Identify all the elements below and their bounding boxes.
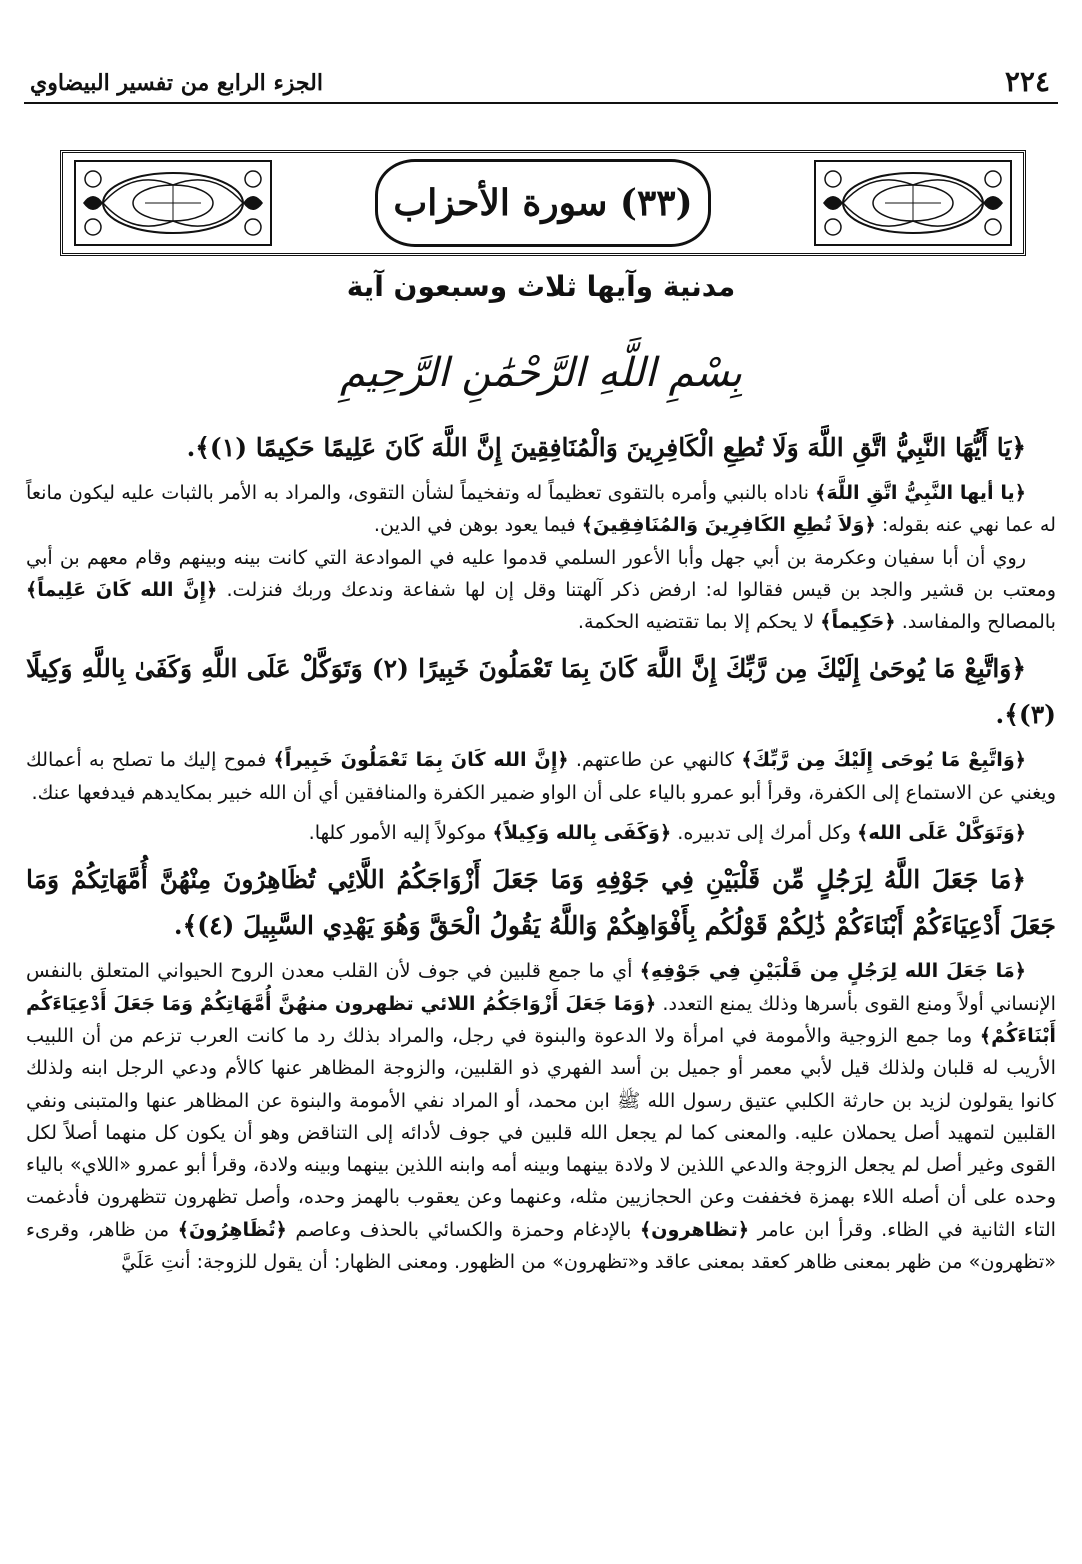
surah-title: (٣٣) سورة الأحزاب — [393, 182, 693, 224]
commentary-paragraph-3 — [26, 744, 1056, 809]
quoted-phrase: ﴿وَتَوَكَّلْ عَلَى الله﴾ — [857, 821, 1026, 845]
surah-subtitle: مدنية وآيها ثلاث وسبعون آية — [346, 270, 736, 303]
commentary-text: بالإدغام وحمزة والكسائي بالحذف وعاصم — [286, 1217, 640, 1241]
quran-verse-2: ﴿وَاتَّبِعْ مَا يُوحَىٰ إِلَيْكَ مِن رَّبِّكَ إِنَّ اللَّهَ كَانَ بِمَا تَعْمَلُونَ خَبِيرًا (٢) وَتَوَكَّلْ عَلَى اللَّهِ وَكَفَىٰ بِاللَّهِ وَكِيلًا (٣)﴾. — [26, 654, 1056, 730]
quoted-phrase: ﴿يا أيها النَّبِيُّ اتَّقِ اللَّهَ﴾ — [815, 481, 1026, 504]
commentary-body — [26, 425, 1056, 1278]
commentary-text: من ظاهر، وقرىء «تظهرون» من ظهر بمعنى ظاهر كعقد بمعنى عاقد و«تظهرون» من الظهور. ومعنى الظهار: أن يقول للزوجة: أنتِ عَلَيَّ — [26, 1217, 1056, 1274]
quran-verse-3: ﴿مَا جَعَلَ اللَّهُ لِرَجُلٍ مِّن قَلْبَيْنِ فِي جَوْفِهِ وَمَا جَعَلَ أَزْوَاجَكُمُ اللَّائِي تُظَاهِرُونَ مِنْهُنَّ أُمَّهَاتِكُمْ وَمَا جَعَلَ أَدْعِيَاءَكُمْ أَبْنَاءَكُمْ ذَٰلِكُمْ قَوْلُكُم بِأَفْوَاهِكُمْ وَاللَّهُ يَقُولُ الْحَقَّ وَهُوَ يَهْدِي السَّبِيلَ (٤)﴾. — [26, 865, 1056, 941]
quoted-phrase: ﴿وَمَا جَعَلَ أَزْوَاجَكُمُ اللائي تظهرون منهُنَّ أُمَّهَاتِكُمْ وَمَا جَعَلَ أَدْعِيَاءَكُم أَبْنَاءَكُمْ﴾ — [26, 991, 1056, 1047]
commentary-text: وكل أمرك إلى تدبيره. — [671, 821, 858, 845]
arabesque-ornament-icon — [813, 159, 1013, 247]
commentary-paragraph-2 — [26, 542, 1056, 639]
quoted-phrase: ﴿وَلاَ تُطِعِ الكَافِرِينَ وَالمُنَافِقِينَ﴾ — [581, 513, 876, 537]
quoted-phrase: ﴿وَكَفَى بِالله وَكِيلاً﴾ — [492, 821, 672, 845]
commentary-text: ناداه بالنبي وأمره بالتقوى تعظيماً له وتفخيماً لشأن التقوى، والمراد به الأمر بالثبات عليه ليكون مانعاً له عما نهي عنه بقوله: — [26, 481, 1056, 537]
running-title: الجزء الرابع من تفسير البيضاوي — [30, 70, 323, 96]
commentary-text: كالنهي عن طاعتهم. — [568, 748, 742, 772]
page-number: ٢٢٤ — [1004, 65, 1050, 98]
quoted-phrase: ﴿حَكِيماً﴾ — [820, 610, 896, 634]
surah-banner — [60, 150, 1026, 256]
commentary-text: أي ما جمع قلبين في جوف لأن القلب معدن الروح الحيواني المتعلق بالنفس الإنساني أولاً ومنع القوى بأسرها وذلك يمنع التعدد. — [26, 959, 1056, 1015]
basmala: بِسْمِ اللَّهِ الرَّحْمَٰنِ الرَّحِيمِ — [339, 350, 743, 396]
commentary-paragraph-5 — [26, 955, 1056, 1278]
commentary-text: روي أن أبا سفيان وعكرمة بن أبي جهل وأبا الأعور السلمي قدموا عليه في الموادعة التي كانت بينه وبينهم وقام معهم بن أبي ومعتب بن قشير والجد بن قيس فقالوا له: ارفض ذكر آلهتنا وقل إن لها شفاعة وندعك وربك فنزلت. — [26, 545, 1056, 601]
quoted-phrase: ﴿تُظَاهِرُونَ﴾ — [177, 1217, 287, 1241]
commentary-text: وما جمع الزوجية والأمومة في امرأة ولا الدعوة والبنوة في رجل، والمراد بذلك رد ما كانت العرب تزعم من أن اللبيب الأريب له قلبان ولذلك قيل لأبي معمر أو جميل بن أسد الفهري ذو القلبين، والزوجة المظاهر عنها كالأم ودعي الرجل ابنه ولذلك كانوا يقولون لزيد بن حارثة الكلبي عتيق رسول الله ﷺ ابن محمد، أو المراد نفي الأمومة والبنوة عن المظاهر عنها والمتبنى ونفي القلبين لتمهيد أصل يحملان عليه. والمعنى كما لم يجعل الله قلبين في جوف لأدائه إلى التناقض وهو أن يكون كل منهما أصلاً لكل القوى وغير أصل لم يجعل الزوجة والدعي اللذين لا ولادة بينهما وبينه أمه وابنه اللذين بينهما وبينه ولادة، وقرأ أبو عمرو «اللاي» بالياء وحده على أن أصله اللاء بهمزة فخففت وعن الحجازيين مثله، وعنهما وعن يعقوب بالهمز وحده، وأصل تظهرون تتظهرون فأدغمت التاء الثانية في الظاء. وقرأ ابن عامر — [26, 1023, 1057, 1241]
quoted-phrase: ﴿إِنَّ الله كَانَ عَلِيماً﴾ — [26, 577, 218, 601]
commentary-text: فيما يعود بوهن في الدين. — [373, 513, 582, 537]
quoted-phrase: ﴿تظاهرون﴾ — [639, 1217, 750, 1241]
commentary-text: لا يحكم إلا بما تقتضيه الحكمة. — [577, 610, 821, 634]
quran-verse-1: ﴿يَا أَيُّهَا النَّبِيُّ اتَّقِ اللَّهَ وَلَا تُطِعِ الْكَافِرِينَ وَالْمُنَافِقِينَ إِنَّ اللَّهَ كَانَ عَلِيمًا حَكِيمًا (١)﴾. — [186, 433, 1026, 462]
commentary-paragraph-4 — [26, 817, 1056, 849]
commentary-text: موكولاً إليه الأمور كلها. — [308, 821, 493, 845]
surah-title-frame — [375, 159, 711, 247]
quoted-phrase: ﴿مَا جَعَلَ الله لِرَجُلٍ مِن قَلْبَيْنِ فِي جَوْفِهِ﴾ — [639, 959, 1026, 983]
page-header — [24, 62, 1058, 104]
quoted-phrase: ﴿وَاتَّبِعْ مَا يُوحَى إِلَيْكَ مِن رَّبِّكَ﴾ — [741, 748, 1027, 772]
commentary-text: بالمصالح والمفاسد. — [895, 610, 1056, 634]
arabesque-ornament-icon — [73, 159, 273, 247]
commentary-paragraph-1 — [26, 477, 1056, 542]
quoted-phrase: ﴿إِنَّ الله كَانَ بِمَا تَعْمَلُونَ خَبِيراً﴾ — [273, 748, 569, 772]
commentary-text: فموح إليك ما تصلح به أعمالك ويغني عن الاستماع إلى الكفرة، وقرأ أبو عمرو بالياء على أن الواو ضمير الكفرة والمنافقين أي أن الله خبير بمكايدهم فيدفعها عنك. — [26, 748, 1056, 804]
